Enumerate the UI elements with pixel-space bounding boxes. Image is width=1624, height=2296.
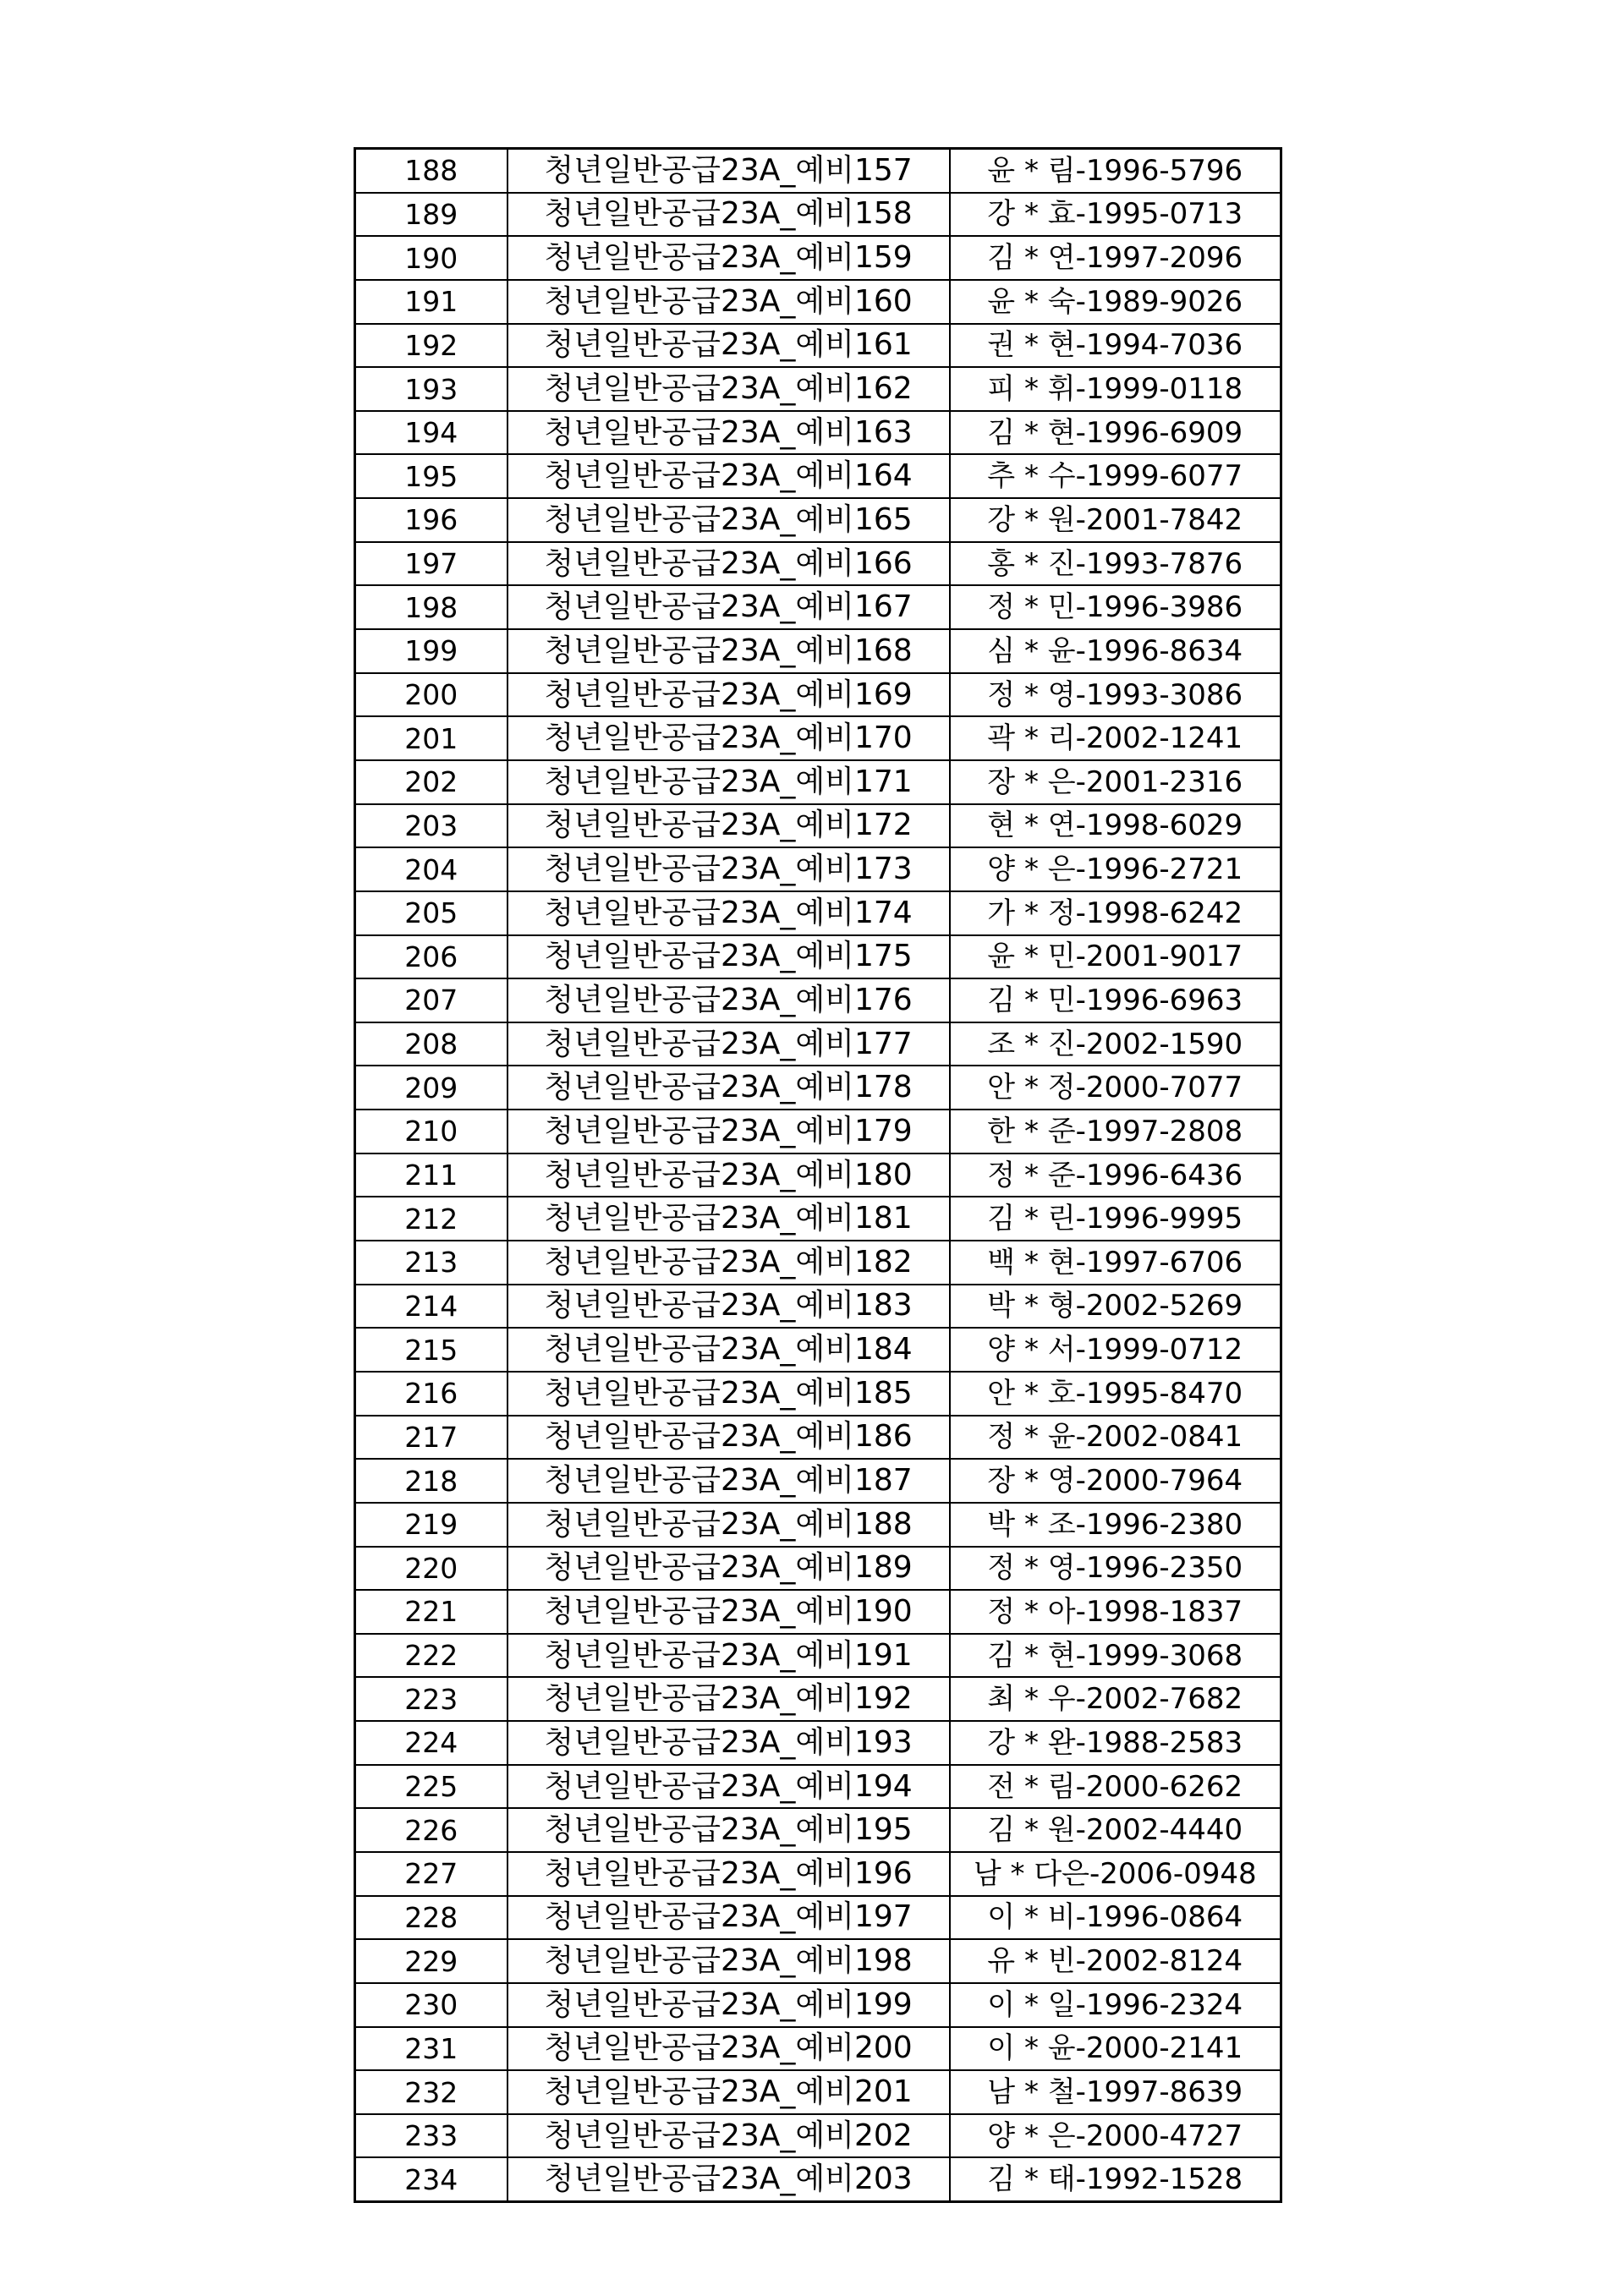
table-row: [355, 804, 1281, 848]
table-row: [355, 935, 1281, 979]
supply-category-cell: 청년일반공급23A_예비171: [508, 760, 950, 804]
table-row: [355, 2070, 1281, 2114]
supply-category-cell: 청년일반공급23A_예비159: [508, 236, 950, 280]
row-number-cell: 225: [355, 1765, 508, 1809]
supply-category-cell: 청년일반공급23A_예비167: [508, 585, 950, 629]
row-number-cell: 200: [355, 673, 508, 717]
supply-category-cell: 청년일반공급23A_예비203: [508, 2157, 950, 2201]
supply-category-cell: 청년일반공급23A_예비164: [508, 454, 950, 498]
row-number-cell: 233: [355, 2114, 508, 2158]
row-number-cell: 188: [355, 149, 508, 193]
supply-category-cell: 청년일반공급23A_예비194: [508, 1765, 950, 1809]
row-number-cell: 223: [355, 1677, 508, 1721]
table-row: [355, 2114, 1281, 2158]
supply-category-cell: 청년일반공급23A_예비186: [508, 1416, 950, 1460]
supply-category-cell: 청년일반공급23A_예비161: [508, 324, 950, 368]
row-number-cell: 207: [355, 978, 508, 1022]
table-row: [355, 498, 1281, 542]
table-row: [355, 716, 1281, 760]
row-number-cell: 196: [355, 498, 508, 542]
row-number-cell: 206: [355, 935, 508, 979]
applicant-cell: 백 * 현-1997-6706: [950, 1241, 1281, 1285]
applicant-cell: 장 * 영-2000-7964: [950, 1459, 1281, 1503]
table-row: [355, 1765, 1281, 1809]
applicant-cell: 한 * 준-1997-2808: [950, 1110, 1281, 1153]
row-number-cell: 197: [355, 542, 508, 586]
supply-category-cell: 청년일반공급23A_예비191: [508, 1634, 950, 1678]
supply-category-cell: 청년일반공급23A_예비178: [508, 1066, 950, 1110]
row-number-cell: 192: [355, 324, 508, 368]
row-number-cell: 201: [355, 716, 508, 760]
applicant-cell: 정 * 윤-2002-0841: [950, 1416, 1281, 1460]
row-number-cell: 220: [355, 1547, 508, 1591]
table-row: [355, 1983, 1281, 2027]
supply-category-cell: 청년일반공급23A_예비188: [508, 1503, 950, 1547]
row-number-cell: 189: [355, 193, 508, 237]
supply-category-cell: 청년일반공급23A_예비180: [508, 1153, 950, 1197]
applicant-cell: 안 * 정-2000-7077: [950, 1066, 1281, 1110]
table-row: [355, 1416, 1281, 1460]
row-number-cell: 227: [355, 1852, 508, 1896]
table-row: [355, 1372, 1281, 1416]
row-number-cell: 226: [355, 1808, 508, 1852]
table-row: [355, 367, 1281, 411]
applicant-cell: 윤 * 숙-1989-9026: [950, 280, 1281, 324]
supply-category-cell: 청년일반공급23A_예비197: [508, 1896, 950, 1940]
applicant-cell: 양 * 은-2000-4727: [950, 2114, 1281, 2158]
row-number-cell: 190: [355, 236, 508, 280]
roster-table-body: [355, 149, 1281, 2202]
table-row: [355, 1634, 1281, 1678]
row-number-cell: 231: [355, 2027, 508, 2071]
applicant-cell: 조 * 진-2002-1590: [950, 1022, 1281, 1066]
table-row: [355, 324, 1281, 368]
table-row: [355, 1808, 1281, 1852]
table-row: [355, 1241, 1281, 1285]
row-number-cell: 195: [355, 454, 508, 498]
supply-category-cell: 청년일반공급23A_예비190: [508, 1590, 950, 1634]
row-number-cell: 224: [355, 1721, 508, 1765]
applicant-cell: 김 * 태-1992-1528: [950, 2157, 1281, 2201]
supply-category-cell: 청년일반공급23A_예비166: [508, 542, 950, 586]
supply-category-cell: 청년일반공급23A_예비160: [508, 280, 950, 324]
row-number-cell: 214: [355, 1285, 508, 1329]
supply-category-cell: 청년일반공급23A_예비196: [508, 1852, 950, 1896]
row-number-cell: 199: [355, 629, 508, 673]
row-number-cell: 211: [355, 1153, 508, 1197]
row-number-cell: 229: [355, 1939, 508, 1983]
applicant-cell: 전 * 림-2000-6262: [950, 1765, 1281, 1809]
row-number-cell: 193: [355, 367, 508, 411]
supply-category-cell: 청년일반공급23A_예비168: [508, 629, 950, 673]
applicant-cell: 강 * 효-1995-0713: [950, 193, 1281, 237]
table-row: [355, 1896, 1281, 1940]
applicant-cell: 정 * 민-1996-3986: [950, 585, 1281, 629]
supply-category-cell: 청년일반공급23A_예비182: [508, 1241, 950, 1285]
supply-category-cell: 청년일반공급23A_예비184: [508, 1328, 950, 1372]
applicant-cell: 최 * 우-2002-7682: [950, 1677, 1281, 1721]
table-row: [355, 1066, 1281, 1110]
table-row: [355, 1459, 1281, 1503]
table-row: [355, 978, 1281, 1022]
row-number-cell: 209: [355, 1066, 508, 1110]
table-row: [355, 1547, 1281, 1591]
table-row: [355, 673, 1281, 717]
row-number-cell: 212: [355, 1197, 508, 1241]
row-number-cell: 216: [355, 1372, 508, 1416]
table-row: [355, 1110, 1281, 1153]
table-row: [355, 2027, 1281, 2071]
row-number-cell: 208: [355, 1022, 508, 1066]
supply-category-cell: 청년일반공급23A_예비177: [508, 1022, 950, 1066]
supply-category-cell: 청년일반공급23A_예비187: [508, 1459, 950, 1503]
table-row: [355, 847, 1281, 891]
applicant-cell: 남 * 철-1997-8639: [950, 2070, 1281, 2114]
supply-category-cell: 청년일반공급23A_예비183: [508, 1285, 950, 1329]
applicant-cell: 정 * 영-1993-3086: [950, 673, 1281, 717]
row-number-cell: 204: [355, 847, 508, 891]
table-row: [355, 1721, 1281, 1765]
table-row: [355, 891, 1281, 935]
row-number-cell: 217: [355, 1416, 508, 1460]
applicant-cell: 김 * 현-1999-3068: [950, 1634, 1281, 1678]
supply-category-cell: 청년일반공급23A_예비201: [508, 2070, 950, 2114]
supply-category-cell: 청년일반공급23A_예비199: [508, 1983, 950, 2027]
applicant-cell: 이 * 일-1996-2324: [950, 1983, 1281, 2027]
applicant-cell: 윤 * 민-2001-9017: [950, 935, 1281, 979]
applicant-cell: 강 * 원-2001-7842: [950, 498, 1281, 542]
row-number-cell: 234: [355, 2157, 508, 2201]
applicant-cell: 장 * 은-2001-2316: [950, 760, 1281, 804]
applicant-cell: 현 * 연-1998-6029: [950, 804, 1281, 848]
table-row: [355, 1939, 1281, 1983]
supply-category-cell: 청년일반공급23A_예비173: [508, 847, 950, 891]
table-row: [355, 1197, 1281, 1241]
row-number-cell: 228: [355, 1896, 508, 1940]
row-number-cell: 218: [355, 1459, 508, 1503]
table-row: [355, 1677, 1281, 1721]
row-number-cell: 203: [355, 804, 508, 848]
row-number-cell: 194: [355, 411, 508, 455]
supply-category-cell: 청년일반공급23A_예비163: [508, 411, 950, 455]
applicant-cell: 김 * 연-1997-2096: [950, 236, 1281, 280]
row-number-cell: 213: [355, 1241, 508, 1285]
table-row: [355, 236, 1281, 280]
applicant-cell: 권 * 현-1994-7036: [950, 324, 1281, 368]
table-row: [355, 1285, 1281, 1329]
table-row: [355, 760, 1281, 804]
table-row: [355, 1590, 1281, 1634]
supply-category-cell: 청년일반공급23A_예비189: [508, 1547, 950, 1591]
applicant-cell: 김 * 원-2002-4440: [950, 1808, 1281, 1852]
row-number-cell: 202: [355, 760, 508, 804]
supply-category-cell: 청년일반공급23A_예비158: [508, 193, 950, 237]
applicant-cell: 심 * 윤-1996-8634: [950, 629, 1281, 673]
supply-category-cell: 청년일반공급23A_예비165: [508, 498, 950, 542]
supply-category-cell: 청년일반공급23A_예비195: [508, 1808, 950, 1852]
applicant-cell: 피 * 휘-1999-0118: [950, 367, 1281, 411]
applicant-cell: 추 * 수-1999-6077: [950, 454, 1281, 498]
applicant-cell: 김 * 현-1996-6909: [950, 411, 1281, 455]
applicant-cell: 김 * 민-1996-6963: [950, 978, 1281, 1022]
table-row: [355, 1328, 1281, 1372]
table-row: [355, 585, 1281, 629]
row-number-cell: 215: [355, 1328, 508, 1372]
supply-category-cell: 청년일반공급23A_예비193: [508, 1721, 950, 1765]
supply-category-cell: 청년일반공급23A_예비174: [508, 891, 950, 935]
row-number-cell: 210: [355, 1110, 508, 1153]
applicant-cell: 정 * 준-1996-6436: [950, 1153, 1281, 1197]
row-number-cell: 219: [355, 1503, 508, 1547]
row-number-cell: 222: [355, 1634, 508, 1678]
supply-category-cell: 청년일반공급23A_예비202: [508, 2114, 950, 2158]
table-row: [355, 454, 1281, 498]
table-row: [355, 1153, 1281, 1197]
applicant-cell: 남 * 다은-2006-0948: [950, 1852, 1281, 1896]
table-row: [355, 411, 1281, 455]
supply-category-cell: 청년일반공급23A_예비169: [508, 673, 950, 717]
table-row: [355, 1852, 1281, 1896]
applicant-cell: 윤 * 림-1996-5796: [950, 149, 1281, 193]
supply-category-cell: 청년일반공급23A_예비185: [508, 1372, 950, 1416]
applicant-cell: 유 * 빈-2002-8124: [950, 1939, 1281, 1983]
row-number-cell: 221: [355, 1590, 508, 1634]
supply-category-cell: 청년일반공급23A_예비192: [508, 1677, 950, 1721]
applicant-cell: 정 * 영-1996-2350: [950, 1547, 1281, 1591]
supply-category-cell: 청년일반공급23A_예비200: [508, 2027, 950, 2071]
supply-category-cell: 청년일반공급23A_예비162: [508, 367, 950, 411]
row-number-cell: 230: [355, 1983, 508, 2027]
applicant-cell: 가 * 정-1998-6242: [950, 891, 1281, 935]
row-number-cell: 205: [355, 891, 508, 935]
supply-category-cell: 청년일반공급23A_예비175: [508, 935, 950, 979]
table-row: [355, 193, 1281, 237]
row-number-cell: 232: [355, 2070, 508, 2114]
table-row: [355, 542, 1281, 586]
applicant-cell: 양 * 서-1999-0712: [950, 1328, 1281, 1372]
applicant-cell: 박 * 조-1996-2380: [950, 1503, 1281, 1547]
row-number-cell: 191: [355, 280, 508, 324]
roster-table: [354, 147, 1282, 2203]
table-row: [355, 1503, 1281, 1547]
applicant-cell: 정 * 아-1998-1837: [950, 1590, 1281, 1634]
supply-category-cell: 청년일반공급23A_예비198: [508, 1939, 950, 1983]
applicant-cell: 이 * 비-1996-0864: [950, 1896, 1281, 1940]
applicant-cell: 양 * 은-1996-2721: [950, 847, 1281, 891]
row-number-cell: 198: [355, 585, 508, 629]
table-row: [355, 149, 1281, 193]
applicant-cell: 홍 * 진-1993-7876: [950, 542, 1281, 586]
table-row: [355, 1022, 1281, 1066]
applicant-cell: 이 * 윤-2000-2141: [950, 2027, 1281, 2071]
table-row: [355, 2157, 1281, 2201]
table-row: [355, 280, 1281, 324]
supply-category-cell: 청년일반공급23A_예비176: [508, 978, 950, 1022]
supply-category-cell: 청년일반공급23A_예비172: [508, 804, 950, 848]
applicant-cell: 김 * 린-1996-9995: [950, 1197, 1281, 1241]
supply-category-cell: 청년일반공급23A_예비170: [508, 716, 950, 760]
supply-category-cell: 청년일반공급23A_예비157: [508, 149, 950, 193]
supply-category-cell: 청년일반공급23A_예비179: [508, 1110, 950, 1153]
supply-category-cell: 청년일반공급23A_예비181: [508, 1197, 950, 1241]
applicant-cell: 박 * 형-2002-5269: [950, 1285, 1281, 1329]
applicant-cell: 안 * 호-1995-8470: [950, 1372, 1281, 1416]
applicant-cell: 곽 * 리-2002-1241: [950, 716, 1281, 760]
table-row: [355, 629, 1281, 673]
applicant-cell: 강 * 완-1988-2583: [950, 1721, 1281, 1765]
